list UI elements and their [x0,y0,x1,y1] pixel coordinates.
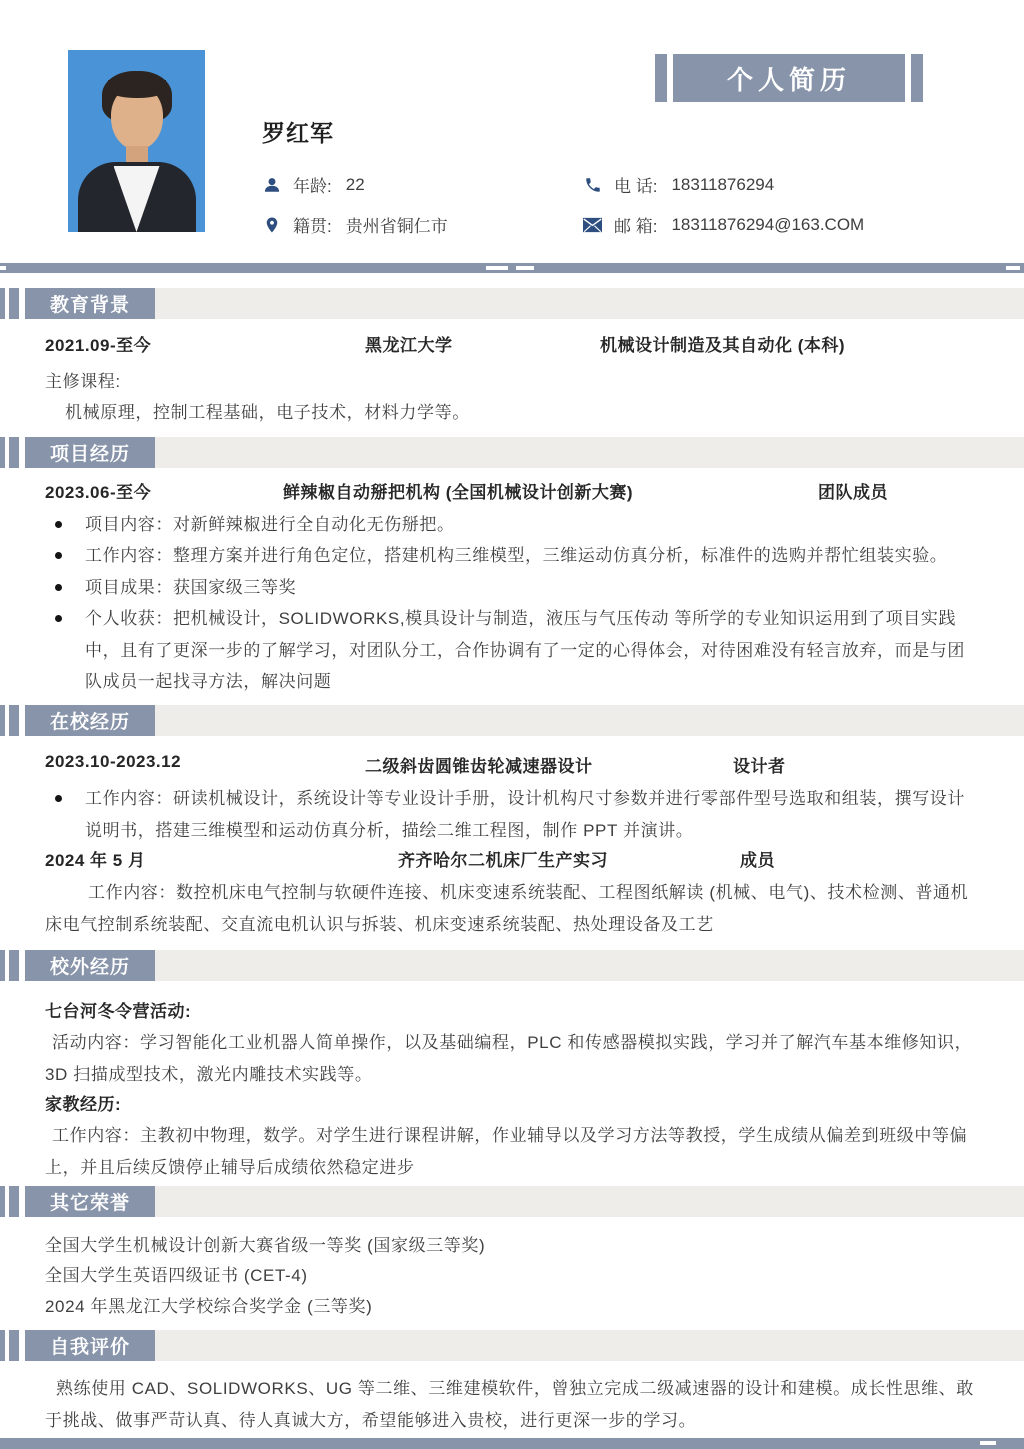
section-accent-bar [0,950,5,981]
age-value: 22 [345,174,365,194]
email-row [583,212,864,237]
honor-item: 全国大学生英语四级证书 (CET-4) [45,1266,308,1285]
section-band [25,1186,1024,1217]
envelope-icon [583,217,602,233]
project-bullet: 个人收获：把机械设计，SOLIDWORKS,模具设计与制造，液压与气压传动 等所学的专业知识运用到了项目实践中，且有了更深一步的了解学习，对团队分工，合作协调有了一定的心得体会，对待困难没有轻言放弃，而是与团队成员一起找寻方法，解决问题 [85,603,982,698]
education-date: 2021.09-至今 [45,336,152,355]
location-pin-icon [262,216,281,234]
campus1-date: 2023.10-2023.12 [45,752,182,771]
section-accent-bar [0,288,5,319]
section-header-education [0,288,1024,319]
campus1-role: 设计者 [733,757,786,776]
divider-notch [516,266,534,270]
top-divider [0,263,1024,273]
section-header-honors [0,1186,1024,1217]
section-title-evaluation: 自我评价 [25,1330,155,1361]
honor-item: 全国大学生机械设计创新大赛省级一等奖 (国家级三等奖) [45,1236,486,1255]
section-band [25,705,1024,736]
courses-list: 机械原理，控制工程基础，电子技术，材料力学等。 [65,403,470,422]
section-accent-bar [9,705,19,736]
resume-title-badge [655,54,923,102]
candidate-name: 罗红军 [262,120,334,146]
origin-label: 籍贯: [293,217,332,236]
education-school: 黑龙江大学 [365,336,453,355]
section-accent-bar [0,437,5,468]
campus2-date: 2024 年 5 月 [45,851,146,870]
section-header-projects [0,437,1024,468]
section-accent-bar [9,950,19,981]
honor-item: 2024 年黑龙江大学校综合奖学金 (三等奖) [45,1297,373,1316]
section-title-education: 教育背景 [25,288,155,319]
phone-value: 18311876294 [671,174,775,194]
section-header-evaluation [0,1330,1024,1361]
badge-left-bar [655,54,667,102]
project-bullet: 工作内容：整理方案并进行角色定位，搭建机构三维模型，三维运动仿真分析，标准件的选购并帮忙组装实验。 [85,540,982,572]
section-title-honors: 其它荣誉 [25,1186,155,1217]
campus2-paragraph: 工作内容：数控机床电气控制与软硬件连接、机床变速系统装配、工程图纸解读 (机械、电气)、技术检测、普通机床电气控制系统装配、交直流电机认识与拆装、机床变速系统装配、热处理设备及工艺 [45,883,969,934]
section-accent-bar [0,1330,5,1361]
age-row [262,172,365,197]
campus1-name: 二级斜齿圆锥齿轮减速器设计 [365,757,593,776]
section-accent-bar [9,1330,19,1361]
courses-label: 主修课程: [45,372,121,391]
divider-notch [486,266,508,270]
project-bullet: 项目内容：对新鲜辣椒进行全自动化无伤掰把。 [85,509,982,541]
photo-neck-shape [126,146,148,162]
campus2-name: 齐齐哈尔二机床厂生产实习 [398,851,608,870]
bottom-divider [0,1438,1024,1449]
origin-value: 贵州省铜仁市 [345,217,448,236]
section-title-campus: 在校经历 [25,705,155,736]
section-band [25,1330,1024,1361]
section-band [25,437,1024,468]
email-label: 邮 箱: [614,217,658,236]
project-date: 2023.06-至今 [45,483,152,502]
project-role: 团队成员 [818,483,888,502]
badge-right-bar [911,54,923,102]
divider-notch [980,1441,996,1445]
divider-notch [0,266,6,270]
offcampus2-paragraph: 工作内容：主教初中物理，数学。对学生进行课程讲解，作业辅导以及学习方法等教授，学生成绩从偏差到班级中等偏上，并且后续反馈停止辅导后成绩依然稳定进步 [45,1126,968,1177]
phone-row [583,172,774,197]
section-accent-bar [0,1186,5,1217]
section-accent-bar [0,705,5,736]
section-accent-bar [9,1186,19,1217]
education-major: 机械设计制造及其自动化 (本科) [600,336,846,355]
badge-title: 个人简历 [673,54,905,102]
project-bullet: 项目成果：获国家级三等奖 [85,572,982,604]
section-band [25,288,1024,319]
offcampus1-heading: 七台河冬令营活动: [45,1002,192,1021]
section-accent-bar [9,437,19,468]
photo-fringe-shape [108,80,166,98]
evaluation-paragraph: 熟练使用 CAD、SOLIDWORKS、UG 等二维、三维建模软件，曾独立完成二级减速器的设计和建模。成长性思维、敢于挑战、做事严苛认真、待人真诚大方，希望能够进入贵校，进行更深一步的学习。 [45,1379,974,1430]
divider-notch [1006,266,1020,270]
section-band [25,950,1024,981]
origin-row [262,212,448,237]
section-title-offcampus: 校外经历 [25,950,155,981]
profile-photo [68,50,205,232]
phone-label: 电 话: [614,177,658,196]
project-name: 鲜辣椒自动掰把机构 (全国机械设计创新大赛) [283,483,634,502]
offcampus2-heading: 家教经历: [45,1095,122,1114]
offcampus1-paragraph: 活动内容：学习智能化工业机器人简单操作，以及基础编程，PLC 和传感器模拟实践，学习并了解汽车基本维修知识，3D 扫描成型技术，激光内雕技术实践等。 [45,1033,973,1084]
section-accent-bar [9,288,19,319]
user-icon [262,176,281,194]
section-header-campus [0,705,1024,736]
email-value: 18311876294@163.COM [671,214,865,234]
section-title-projects: 项目经历 [25,437,155,468]
age-label: 年龄: [293,177,332,196]
campus1-bullet: 工作内容：研读机械设计，系统设计等专业设计手册，设计机构尺寸参数并进行零部件型号选取和组装，撰写设计说明书，搭建三维模型和运动仿真分析，描绘二维工程图，制作 PPT 并演讲。 [85,783,982,846]
campus2-role: 成员 [740,851,775,870]
section-header-offcampus [0,950,1024,981]
phone-icon [583,176,602,194]
